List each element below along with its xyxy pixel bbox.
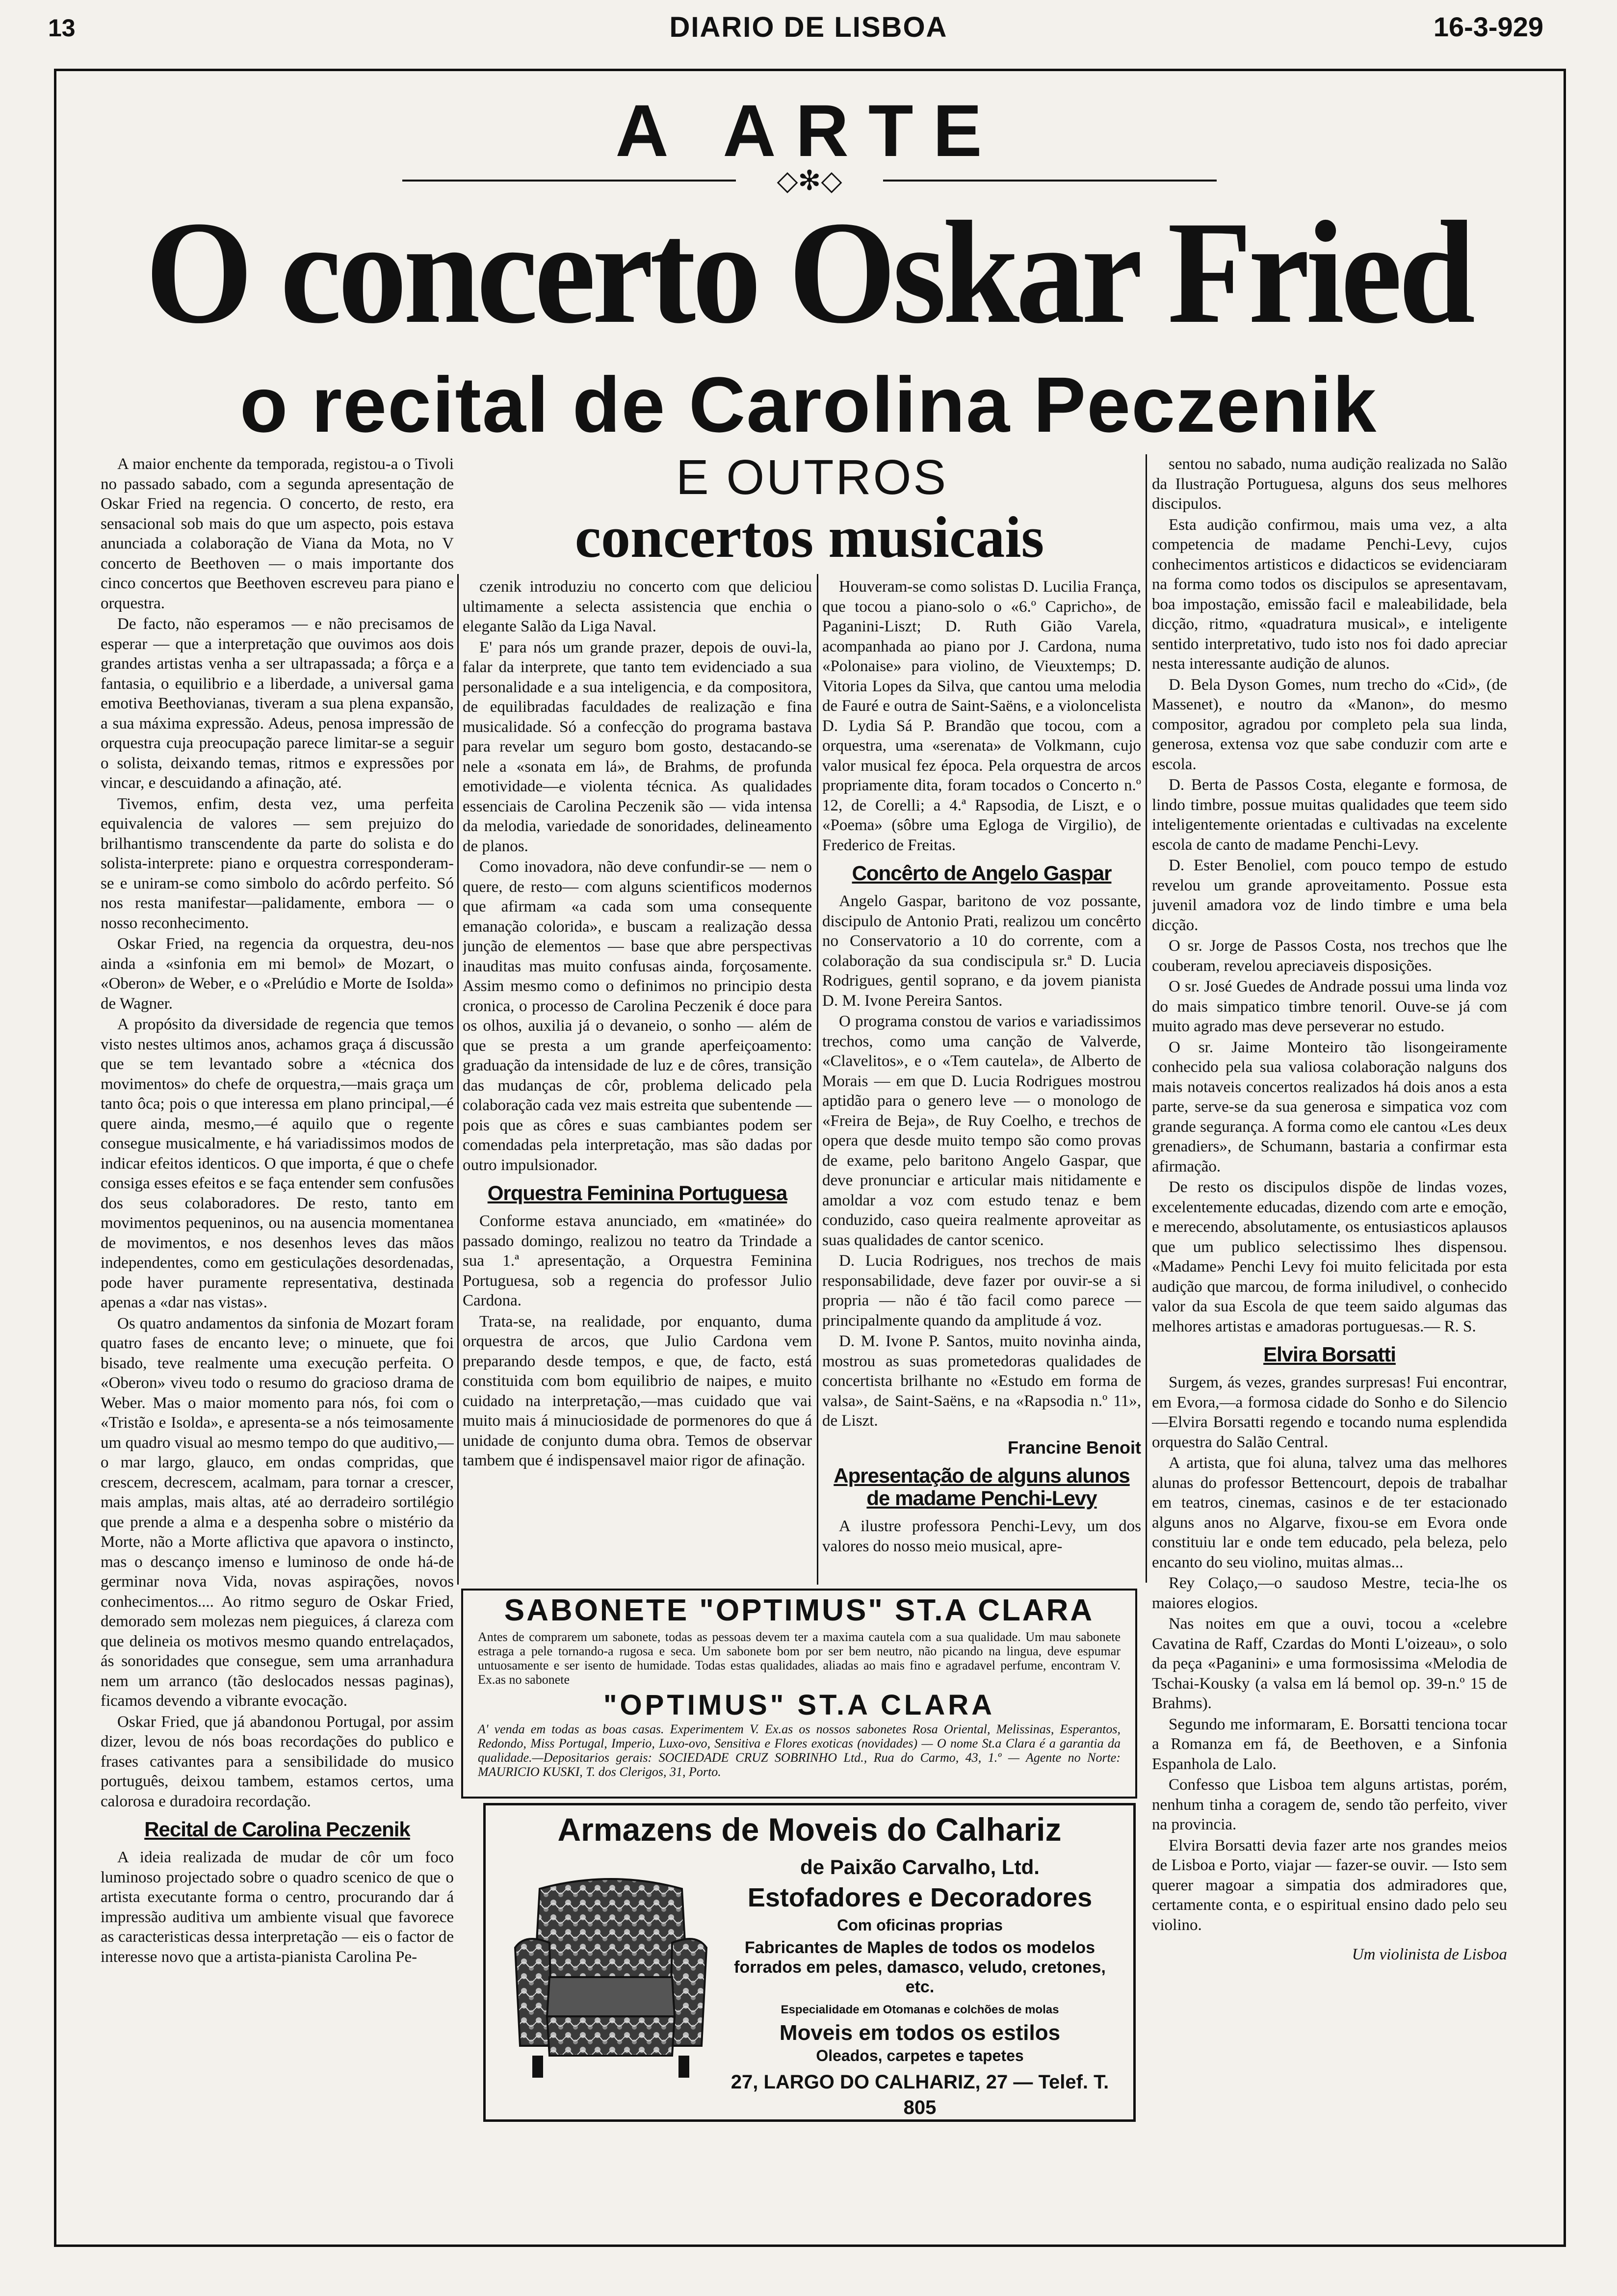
- armchair-illustration: [505, 1869, 716, 2085]
- e-outros-heading: E OUTROS: [676, 450, 948, 505]
- page-number: 13: [48, 14, 76, 42]
- paragraph: A artista, que foi aluna, talvez uma das melhores alunas do professor Bettencourt, depois de trabalhar em teatros, cinemas, casinos e de ter estacionado alguns anos no Algarve, fixou-se em Evora onde constituiu lar e onde tem educado, pela beleza, pelo encanto do seu violino, muitas almas...: [1152, 1454, 1507, 1571]
- paragraph: Oskar Fried, na regencia da orquestra, deu-nos ainda a «sinfonia em mi bemol» de Mozart, o «Oberon» de Weber, e o «Prelúdio e Morte de Isolda» de Wagner.: [101, 935, 454, 1013]
- paragraph: E' para nós um grande prazer, depois de ouvi-la, falar da interprete, que tanto tem evidenciado a sua personalidade e a sua inteligencia, e da compositora, de equilibradas faculdades de realização e fina musicalidade. Só a confecção do programa bastava para revelar um seguro bom gosto, destacando-se nele a «sonata em lá», de Brahms, de profunda emotividade—e violenta técnica. As qualidades essenciais de Carolina Peczenik são — vida intensa da melodia, variedade de sonoridades, delineamento de planos.: [463, 638, 812, 855]
- ad-soap-title-2: "OPTIMUS" ST.A CLARA: [603, 1689, 995, 1721]
- heading-orquestra-feminina: Orquestra Feminina Portuguesa: [487, 1181, 787, 1204]
- column-2: [463, 577, 812, 1585]
- paragraph: Oskar Fried, que já abandonou Portugal, por assim dizer, levou de nós boas recordações do publico e frases cativantes para a sensibilidade do musico português, deixou tambem, estamos certos, uma calorosa e duradoira recordação.: [101, 1713, 454, 1810]
- section-rule-right: [883, 180, 1217, 182]
- paragraph: De resto os discipulos dispõe de lindas vozes, excelentemente educadas, dizendo com arte e emoção, e merecendo, absolutamente, os entusiasticos aplausos que um publico selectissimo lhes dispensou. «Madame» Penchi Levy foi muito felicitada por esta audição que marcou, de forma iniludivel, o conhecido valor da sua Escola de que teem saido algumas das melhores artistas e amadoras portuguesas.— R. S.: [1152, 1178, 1507, 1335]
- ad-furniture-title: Armazens de Moveis do Calhariz: [557, 1811, 1062, 1848]
- paragraph: O sr. Jaime Monteiro tão lisongeiramente conhecido pela sua valiosa colaboração nalguns dos mais notaveis concertos realizados há dois anos a esta parte, serve-se da sua generosa e simpatica voz com grande segurança. A forma como ele cantou «Les deux grenadiers», de Schumann, bastaria a confirmar esta afirmação.: [1152, 1038, 1507, 1175]
- paragraph: D. Lucia Rodrigues, nos trechos de mais responsabilidade, deve fazer por ouvir-se a si propria — não é tão facil como parece — principalmente quando da amplitude á voz.: [822, 1252, 1141, 1330]
- paragraph: A maior enchente da temporada, registou-a o Tivoli no passado sabado, com a segunda apresentação de Oskar Fried na regencia. O concerto, de resto, era sensacional sob mais do que um aspecto, pois estava anunciada a colaboração de Viana da Mota, no V concerto de Beethoven — o mais importante dos cinco concertos que Beethoven escreveu para piano e orquestra.: [101, 455, 454, 612]
- paragraph: sentou no sabado, numa audição realizada no Salão da Ilustração Portuguesa, alguns dos seus melhores discipulos.: [1152, 455, 1507, 513]
- heading-recital-peczenik: Recital de Carolina Peczenik: [144, 1818, 410, 1841]
- paragraph: D. M. Ivone P. Santos, muito novinha ainda, mostrou as suas prometedoras qualidades de concertista brilhante no «Estudo em forma de valsa», de Saint-Saëns, e na «Rapsodia n.º 11», de Liszt.: [822, 1332, 1141, 1430]
- ad-soap-title: SABONETE "OPTIMUS" ST.A CLARA: [504, 1593, 1095, 1627]
- paragraph: czenik introduziu no concerto com que deliciou ultimamente a selecta assistencia que enchia o elegante Salão da Liga Naval.: [463, 578, 812, 635]
- ad-furniture-workshops: Com oficinas proprias: [837, 1916, 1003, 1934]
- paragraph: Tivemos, enfim, desta vez, uma perfeita equivalencia de valores — sem prejuizo do brilhantismo transcendente da parte do solista e do solista-interprete: piano e orquestra corresponderam-se e uniram-se como simbolo do acôrdo perfeito. Só nos resta manifestar—palidamente, embora — o nosso reconhecimento.: [101, 795, 454, 932]
- ad-furniture-extras: Oleados, carpetes e tapetes: [816, 2047, 1024, 2064]
- paragraph: Houveram-se como solistas D. Lucilia França, que tocou a piano-solo o «6.º Capricho», de Paganini-Liszt; D. Ruth Gião Varela, acompanhada ao piano por J. Cardona, numa «Polonaise» para violino, de Vieuxtemps; D. Vitoria Lopes da Silva, que cantou uma melodia de Fauré e outra de Saint-Saëns, e a violoncelista D. Lydia Sá P. Brandão que tocou, com a orquestra, uma «serenata» de Volkmann, cujo valor musical fez época. Pela orquestra de arcos propriamente dita, foram tocados o Concerto n.º 12, de Corelli; a 4.ª Rapsodia, de Liszt, e o «Poema» (sôbre uma Egloga de Virgilio), de Frederico de Freitas.: [822, 578, 1141, 854]
- ad-furniture-details: [716, 1854, 1123, 2120]
- ad-furniture-styles: Moveis em todos os estilos: [779, 2021, 1061, 2045]
- newspaper-name: DIARIO DE LISBOA: [669, 11, 948, 43]
- paragraph: A ilustre professora Penchi-Levy, um dos valores do nosso meio musical, apre-: [822, 1517, 1141, 1555]
- paragraph: D. Berta de Passos Costa, elegante e formosa, de lindo timbre, possue muitas qualidades que teem sido inteligentemente orientadas e cultivadas na excelente escola de canto de madame Penchi-Levy.: [1152, 776, 1507, 854]
- paragraph: Segundo me informaram, E. Borsatti tenciona tocar a Romanza em fá, de Beethoven, e a Sinfonia Espanhola de Lalo.: [1152, 1715, 1507, 1773]
- heading-elvira-borsatti: Elvira Borsatti: [1263, 1343, 1396, 1366]
- ad-soap-text: Antes de comprarem um sabonete, todas as pessoas devem ter a maxima cautela com a sua qualidade. Um mau sabonete estraga a pele tornando-a rugosa e seca. Um sabonete bom por ser bem neutro, não picando na lingua, deve espumar untuosamente e ser isento de humidade. Todas estas qualidades, aliadas ao mais fino e agradavel perfume, encontram V. Ex.as no sabonete: [478, 1630, 1121, 1687]
- column-1: [101, 454, 454, 2232]
- paragraph: Conforme estava anunciado, em «matinée» do passado domingo, realizou no teatro da Trindade a sua 1.ª apresentação, a Orquestra Feminina Portuguesa, sob a regencia do professor Julio Cardona.: [463, 1212, 812, 1309]
- heading-penchi-levy: Apresentação de alguns alunos de madame Penchi-Levy: [834, 1464, 1130, 1510]
- heading-concerto-gaspar: Concêrto de Angelo Gaspar: [852, 861, 1112, 885]
- column-4: [1152, 454, 1507, 2108]
- ad-furniture-products: Fabricantes de Maples de todos os modelos forrados em peles, damasco, veludo, cretones, etc.: [734, 1938, 1106, 1996]
- ad-furniture-address: 27, LARGO DO CALHARIZ, 27 — Telef. T. 805: [730, 2071, 1109, 2118]
- section-ornament: ◇✻◇: [777, 165, 842, 197]
- col1-article: [101, 454, 454, 1811]
- paragraph: De facto, não esperamos — e não precisamos de esperar — que a interpretação que ouvimos aos dois grandes artistas venha a ser ultrapassada; a fôrça e a fantasia, o equilibrio e a liberdade, a universal gama emotiva Beethovianas, tiveram a sua plena expansão, a sua máxima expressão. Adeus, penosa impressão de orquestra cuja preocupação parece limitar-se a seguir o solista, deixando temas, ritmos e expressões por vincar, e descuidando a afinação, até.: [101, 615, 454, 792]
- paragraph: Surgem, ás vezes, grandes surpresas! Fui encontrar, em Evora,—a formosa cidade do Sonho e do Silencio—Elvira Borsatti regendo e tocando numa esplendida orquestra do Salão Central.: [1152, 1374, 1507, 1451]
- paragraph: Confesso que Lisboa tem alguns artistas, porém, nenhum tinha a coragem de, sendo tão perfeito, viver na provincia.: [1152, 1776, 1507, 1833]
- ad-furniture-specialty: Especialidade em Otomanas e colchões de molas: [781, 2003, 1059, 2016]
- paragraph: Como inovadora, não deve confundir-se — nem o quere, de resto— com alguns scientificos modernos que afirmam «a cada som uma consequente emanação colorida», e buscam a realização dessa junção de elementos — base que abre perspectivas inauditas mas muito confusas ainda, forçosamente. Assim mesmo como o definimos no principio desta cronica, o processo de Carolina Peczenik é doce para os olhos, auxilia já o devaneio, o sonho — além de que se presta a um grande aperfeiçoamento: graduação da intensidade de luz e de côres, transição das mudanças de côr, problema delicado pela colaboração cada vez mais estreita que subentende — pois que as côres e suas cambiantes podem ser comendadas pela interpretação, mas são dadas por outro impulsionador.: [463, 858, 812, 1174]
- paragraph: O sr. Jorge de Passos Costa, nos trechos que lhe couberam, revelou apreciaveis disposições.: [1152, 937, 1507, 975]
- paragraph: Angelo Gaspar, baritono de voz possante, discipulo de Antonio Prati, realizou um concêrto no Conservatorio a 10 do corrente, com a colaboração da sua condiscipula sr.ª D. Lucia Rodrigues, gentil soprano, e da jovem pianista D. M. Ivone Pereira Santos.: [822, 892, 1141, 1010]
- column-rule: [1146, 454, 1147, 1583]
- paragraph: D. Ester Benoliel, com pouco tempo de estudo revelou um grande aproveitamento. Possue esta juvenil amadora voz de lindo timbre e uma bela dicção.: [1152, 857, 1507, 934]
- issue-date: 16-3-929: [1433, 11, 1543, 42]
- signature-francine-benoit: Francine Benoit: [1007, 1437, 1141, 1458]
- ad-furniture-trade: Estofadores e Decoradores: [747, 1883, 1093, 1912]
- paragraph: O programa constou de varios e variadissimos trechos, como uma canção de Valverde, «Clavelitos», e o «Tem cautela», de Alberto de Morais — em que D. Lucia Rodrigues mostrou aptidão para o genero leve — o monologo de «Freira de Beja», de Ruy Coelho, e trechos de opera que desde muito tempo são como provas de exame, pelo baritono Angelo Gaspar, que deve pronunciar e articular mais nitidamente e amoldar a voz com estudo tenaz e bem conduzido, caso queira realmente aproveitar as suas qualidades de cantor scenico.: [822, 1013, 1141, 1249]
- column-rule: [817, 574, 818, 1585]
- paragraph: Elvira Borsatti devia fazer arte nos grandes meios de Lisboa e Porto, viajar — fazer-se ouvir. — Isto sem querer magoar a simpatia dos admiradores que, certamente conta, e o espiritual ensino dado pelo seu violino.: [1152, 1836, 1507, 1934]
- paragraph: Esta audição confirmou, mais uma vez, a alta competencia de madame Penchi-Levy, cujos conhecimentos artisticos e didacticos se evidenciaram na forma como todos os discipulos se apresentavam, boa impostação, emissão facil e maleabilidade, bela dicção, ritmo, «quadratura musical», e inteligente sentido interpretativo, tudo isto nos foi dado apreciar nesta interessante audição de alunos.: [1152, 516, 1507, 673]
- section-title: A ARTE: [615, 89, 1002, 172]
- paragraph: Os quatro andamentos da sinfonia de Mozart foram quatro fases de encanto leve; o minuete, que foi bisado, teve realmente uma execução perfeita. O «Oberon» viveu todo o resumo do gracioso drama de Weber. Mas o maior momento para nós, foi com o «Tristão e Isolda», e apresenta-se a nós teimosamente um quadro visual ao mesmo tempo do que auditivo,—o mar largo, glauco, em ondas compridas, que crescem, decrescem, acalmam, para tornar a crescer, mais amplas, mais altas, até ao derradeiro sortilégio que prende a alma e a despenha sobre o mistério da Morte, não a Morte aflictiva que apavora o instincto, mas o descanço imenso e luminoso de onde há-de germinar nova Vida, novas aspirações, novos conhecimentos.... Ao ritmo seguro de Oskar Fried, demorado sem molezas nem pieguices, á clareza com que delineia os motivos mesmo quando entrelaçados, ás sonoridades que consegue, sem uma arranhadura nem um arranco (tão deslocados nessas paginas), ficamos devendo a vibrante evocação.: [101, 1314, 454, 1710]
- ad-soap-text-2: A' venda em todas as boas casas. Experimentem V. Ex.as os nossos sabonetes Rosa Oriental, Melissinas, Esperantos, Redondo, Miss Portugal, Imperio, Luxo-ovo, Sensitiva e Flores exoticas (novidades) — O nome St.a Clara é a garantia da qualidade.—Depositarios gerais: SOCIEDADE CRUZ SOBRINHO Ltd., Rua do Carmo, 43, 1.º — Agente no Norte: MAURICIO KUSKI, T. dos Clerigos, 31, Porto.: [478, 1722, 1121, 1779]
- ad-sabonete-optimus: [461, 1589, 1137, 1799]
- signature-violinista: Um violinista de Lisboa: [1352, 1946, 1507, 1963]
- paragraph: Rey Colaço,—o saudoso Mestre, tecia-lhe os maiores elogios.: [1152, 1574, 1507, 1612]
- concertos-heading: concertos musicais: [574, 504, 1044, 570]
- paragraph: O sr. José Guedes de Andrade possui uma linda voz do mais simpatico timbre tenoril. Ouve-se já com muito agrado mas deve perseverar no estudo.: [1152, 978, 1507, 1035]
- paragraph: A ideia realizada de mudar de côr um foco luminoso projectado sobre o quadro scenico de que o artista executante forma o centro, procurando dar á impressão auditiva um ambiente visual que favorece as caracteristicas dessa interpretação — eis o factor de interesse novo que a artista-pianista Carolina Pe-: [101, 1849, 454, 1966]
- main-headline: O concerto Oskar Fried: [145, 191, 1472, 354]
- ad-furniture-company: de Paixão Carvalho, Ltd.: [800, 1855, 1040, 1879]
- column-3: [822, 577, 1141, 1583]
- ad-moveis-calhariz: [483, 1803, 1136, 2122]
- paragraph: Nas noites em que a ouvi, tocou a «celebre Cavatina de Raff, Czardas do Monti L'oizeau», o solo da peça «Paganini» e uma formosissima «Melodia de Tschai-Kousky (a valsa em lá bemol op. 39-n.º 15 de Brahms).: [1152, 1615, 1507, 1712]
- paragraph: Trata-se, na realidade, por enquanto, duma orquestra de arcos, que Julio Cardona vem preparando desde tempos, e que, de facto, está constituida com bom equilibrio de naipes, e muito cuidado na interpretação,—mas cuidado que vai muito mais á minuciosidade de pormenores do que á unidade de conjunto duma obra. Temos de observar tambem que é indispensavel maior rigor de afinação.: [463, 1312, 812, 1469]
- paragraph: D. Bela Dyson Gomes, num trecho do «Cid», (de Massenet), e noutro da «Manon», do mesmo compositor, agradou por completo pela sua linda, generosa, extensa voz que sabe conduzir com arte e escola.: [1152, 676, 1507, 773]
- column-rule: [457, 574, 459, 1585]
- sub-headline: o recital de Carolina Peczenik: [239, 361, 1378, 448]
- section-rule-left: [402, 180, 736, 182]
- paragraph: A propósito da diversidade de regencia que temos visto nestes ultimos anos, achamos graça á discussão que se tem levantado sobre a «técnica dos movimentos» do chefe de orquestra,—mais graça um tanto ôca; pois o que interessa em plano principal,—é quere ainda, mesmo,—é aquilo que o regente consegue musicalmente, e há variadissimos modos de indicar efeitos identicos. O que importa, é que o chefe consiga esses efeitos e se faça entender sem confusões dos seus colaboradores. De resto, tanto em movimentos pequeninos, ou na ausencia momentanea de movimentos, e nos desenhos leves das mãos independentes, como em gesticulações desordenadas, pode haver puramente representativa, destinada apenas a «dar nas vistas».: [101, 1016, 454, 1311]
